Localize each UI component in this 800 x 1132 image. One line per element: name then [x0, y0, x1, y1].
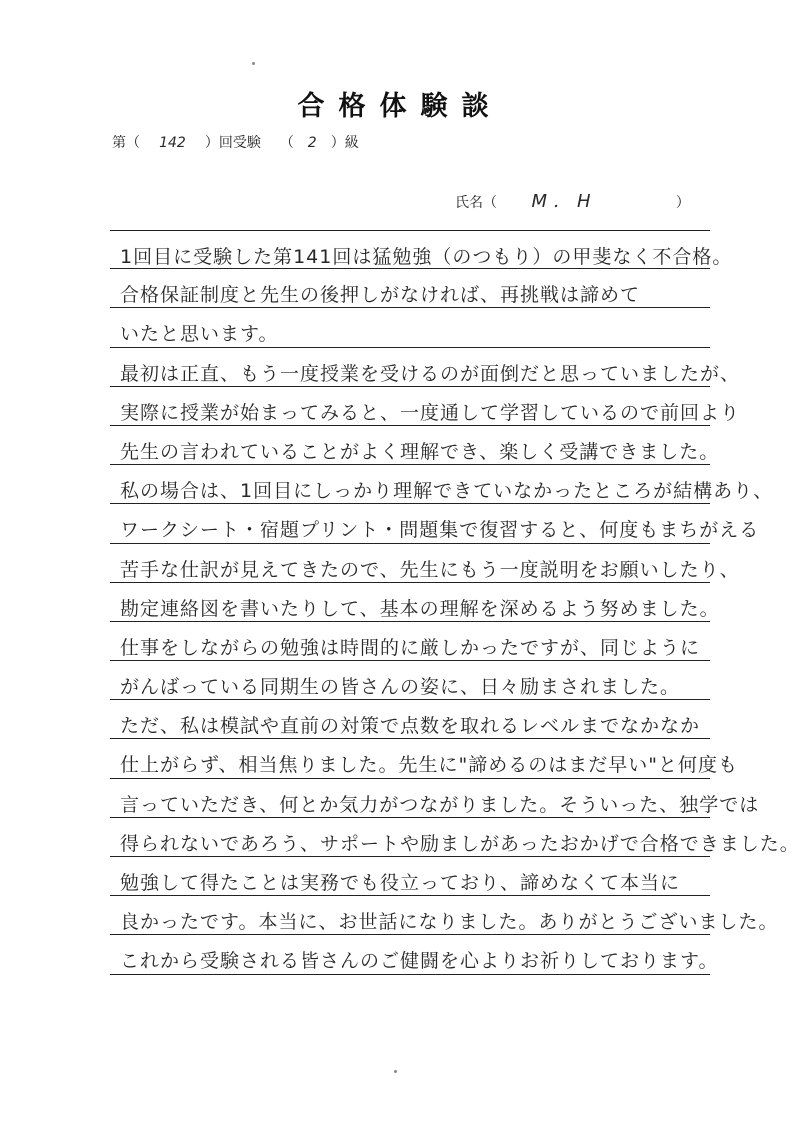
essay-line: 苦手な仕訳が見えてきたので、先生にもう一度説明をお願いしたり、 [110, 544, 710, 583]
grade-suffix: ）級 [330, 135, 359, 151]
scan-speck [252, 62, 255, 65]
essay-line: 良かったです。本当に、お世話になりました。ありがとうございました。 [110, 896, 710, 935]
page-title: 合格体験談 [297, 91, 503, 122]
essay-line: 勘定連絡図を書いたりして、基本の理解を深めるよう努めました。 [110, 583, 710, 622]
essay-line: がんばっている同期生の皆さんの姿に、日々励まされました。 [110, 661, 710, 700]
essay-line: 仕上がらず、相当焦りました。先生に"諦めるのはまだ早い"と何度も [110, 739, 710, 778]
name-label: 氏名（ [455, 195, 497, 211]
essay-line: これから受験される皆さんのご健闘を心よりお祈りしております。 [110, 935, 710, 974]
essay-line: 最初は正直、もう一度授業を受けるのが面倒だと思っていましたが、 [110, 348, 710, 387]
essay-line: 私の場合は、1回目にしっかり理解できていなかったところが結構あり、 [110, 465, 710, 504]
exam-prefix: 第（ [112, 135, 140, 151]
essay-line: いたと思います。 [110, 308, 710, 347]
essay-line: 得られないであろう、サポートや励ましがあったおかげで合格できました。 [110, 818, 710, 857]
exam-number: 142 [159, 135, 186, 151]
essay-line: ただ、私は模試や直前の対策で点数を取れるレベルまでなかなか [110, 700, 710, 739]
essay-line: 勉強して得たことは実務でも役立っており、諦めなくて本当に [110, 857, 710, 896]
essay-line: 1回目に受験した第141回は猛勉強（のつもり）の甲斐なく不合格。 [110, 230, 710, 269]
name-value: M．H [531, 191, 597, 212]
exam-suffix: ）回受験 [204, 135, 261, 151]
exam-info [112, 132, 359, 152]
essay-line: 先生の言われていることがよく理解でき、楽しく受講できました。 [110, 426, 710, 465]
essay-line: ワークシート・宿題プリント・問題集で復習すると、何度もまちがえる [110, 504, 710, 543]
scan-speck [394, 1070, 397, 1073]
name-field [455, 187, 690, 213]
grade-value: 2 [307, 135, 317, 151]
handwritten-essay [110, 230, 800, 975]
grade-open: （ [279, 135, 294, 151]
essay-line: 実際に授業が始まってみると、一度通して学習しているので前回より [110, 387, 710, 426]
name-close: ） [675, 195, 690, 211]
essay-line: 言っていただき、何とか気力がつながりました。そういった、独学では [110, 779, 710, 818]
essay-line: 合格保証制度と先生の後押しがなければ、再挑戦は諦めて [110, 269, 710, 308]
essay-line: 仕事をしながらの勉強は時間的に厳しかったですが、同じように [110, 622, 710, 661]
